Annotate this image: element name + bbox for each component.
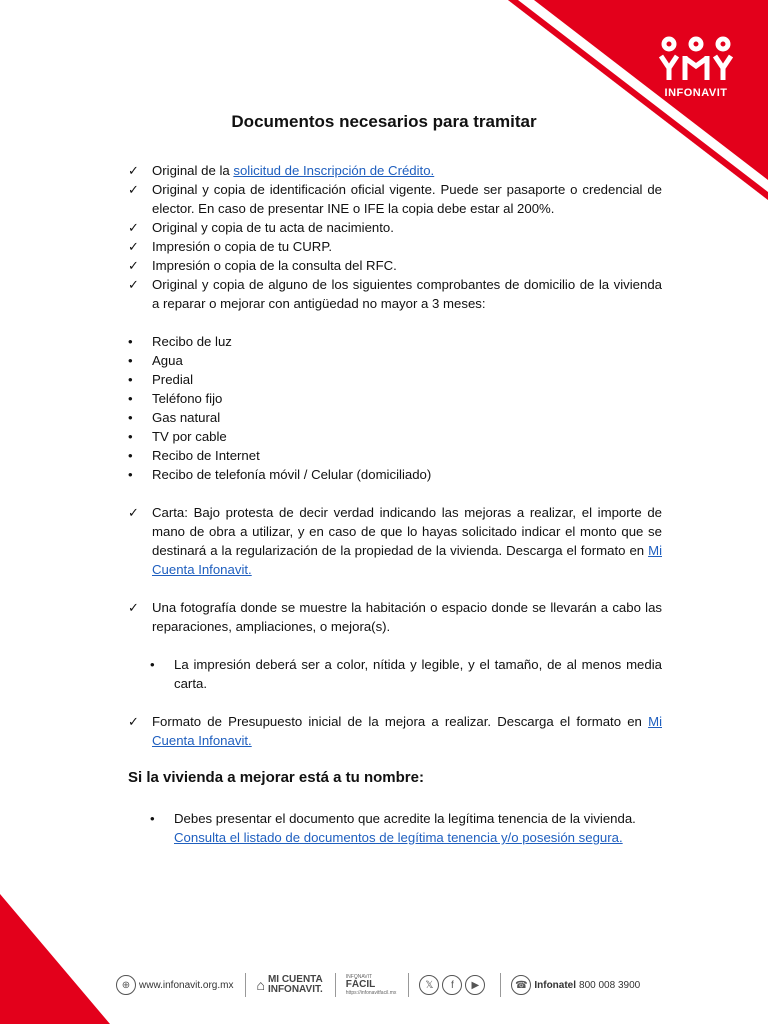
house-icon: ⌂ <box>256 977 265 993</box>
page-title: Documentos necesarios para tramitar <box>231 112 537 131</box>
checkmark-icon: ✓ <box>128 714 139 729</box>
check-item: ✓ Impresión o copia de tu CURP. <box>128 239 333 254</box>
divider <box>245 973 246 997</box>
document-body <box>128 161 662 847</box>
globe-icon: ⊕ <box>116 975 136 995</box>
check-item: ✓ Original y copia de tu acta de nacimiento. <box>128 220 394 235</box>
list-item: • TV por cable <box>128 429 227 444</box>
bullet-icon: • <box>150 811 155 826</box>
mi-cuenta-infonavit-link[interactable]: Mi Cuenta Infonavit. <box>152 714 662 748</box>
infonavit-logo <box>648 36 744 99</box>
bullet-icon: • <box>128 448 133 463</box>
infonatel-contact[interactable]: ☎ Infonatel 800 008 3900 <box>511 975 640 995</box>
social-links <box>419 975 488 995</box>
bullet-icon: • <box>128 391 133 406</box>
checkmark-icon: ✓ <box>128 600 139 615</box>
checkmark-icon: ✓ <box>128 182 139 197</box>
footer <box>116 970 676 1000</box>
section-heading: Si la vivienda a mejorar está a tu nombre: <box>128 769 424 786</box>
youtube-icon[interactable]: ▶ <box>465 975 485 995</box>
mi-cuenta-infonavit-link[interactable]: Mi Cuenta Infonavit. <box>152 543 662 577</box>
checkmark-icon: ✓ <box>128 220 139 235</box>
infonavit-logo-text: INFONAVIT <box>664 87 728 99</box>
check-item: ✓ Carta: Bajo protesta de decir verdad indicando las mejoras a realizar, el importe de mano de obra a utilizar, y en caso de que lo hayas solicitado indicar el monto que se destinará a la regularización de la propiedad de la vivienda. Descarga el formato en Mi Cuenta Infonavit. <box>128 505 662 577</box>
check-item: ✓ Original y copia de identificación oficial vigente. Puede ser pasaporte o credencial de elector. En caso de presentar INE o IFE la copia debe estar al 200%. <box>128 182 662 216</box>
check-item: ✓ Impresión o copia de la consulta del RFC. <box>128 258 397 273</box>
divider <box>500 973 501 997</box>
infonavit-facil-logo[interactable]: INFONAVIT FÁCIL https://infonavitfacil.mx <box>345 974 397 996</box>
list-item: • Teléfono fijo <box>128 391 223 406</box>
bullet-icon: • <box>150 657 155 672</box>
check-item: ✓ Original y copia de alguno de los siguientes comprobantes de domicilio de la vivienda a reparar o mejorar con antigüedad no mayor a 3 meses: <box>128 277 662 311</box>
checkmark-icon: ✓ <box>128 505 139 520</box>
check-item: ✓ Una fotografía donde se muestre la habitación o espacio donde se llevarán a cabo las reparaciones, ampliaciones, o mejora(s). <box>128 600 662 634</box>
list-item: • Recibo de luz <box>128 334 232 349</box>
x-twitter-icon[interactable]: 𝕏 <box>419 975 439 995</box>
divider <box>408 973 409 997</box>
bullet-icon: • <box>128 353 133 368</box>
solicitud-inscripcion-link[interactable]: solicitud de Inscripción de Crédito. <box>233 163 435 178</box>
list-item: • Recibo de Internet <box>128 448 260 463</box>
mi-cuenta-infonavit-logo[interactable]: ⌂ MI CUENTA INFONAVIT. <box>256 974 323 995</box>
list-item: • Recibo de telefonía móvil / Celular (domiciliado) <box>128 467 432 482</box>
bullet-icon: • <box>128 429 133 444</box>
checkmark-icon: ✓ <box>128 239 139 254</box>
facebook-icon[interactable]: f <box>442 975 462 995</box>
list-item: • Predial <box>128 372 194 387</box>
check-item: ✓ Formato de Presupuesto inicial de la mejora a realizar. Descarga el formato en Mi Cuenta Infonavit. <box>128 714 662 748</box>
legitima-tenencia-link[interactable]: Consulta el listado de documentos de legítima tenencia y/o posesión segura. <box>174 830 623 845</box>
checkmark-icon: ✓ <box>128 277 139 292</box>
bullet-icon: • <box>128 372 133 387</box>
list-item: • Debes presentar el documento que acredite la legítima tenencia de la vivienda. Consulta el listado de documentos de legítima tenencia y/o posesión segura. <box>150 811 636 845</box>
infonavit-logo-icon <box>657 36 735 80</box>
list-item: • Agua <box>128 353 183 368</box>
red-corner-decoration <box>0 894 110 1024</box>
list-item: • Gas natural <box>128 410 221 425</box>
checkmark-icon: ✓ <box>128 163 139 178</box>
phone-icon: ☎ <box>511 975 531 995</box>
bullet-icon: • <box>128 334 133 349</box>
checkmark-icon: ✓ <box>128 258 139 273</box>
divider <box>335 973 336 997</box>
bullet-icon: • <box>128 467 133 482</box>
check-item: ✓ Original de la solicitud de Inscripción de Crédito. <box>128 163 435 178</box>
website-link[interactable]: ⊕ www.infonavit.org.mx <box>116 975 233 995</box>
bullet-icon: • <box>128 410 133 425</box>
list-item: • La impresión deberá ser a color, nítida y legible, y el tamaño, de al menos media carta. <box>150 657 662 691</box>
